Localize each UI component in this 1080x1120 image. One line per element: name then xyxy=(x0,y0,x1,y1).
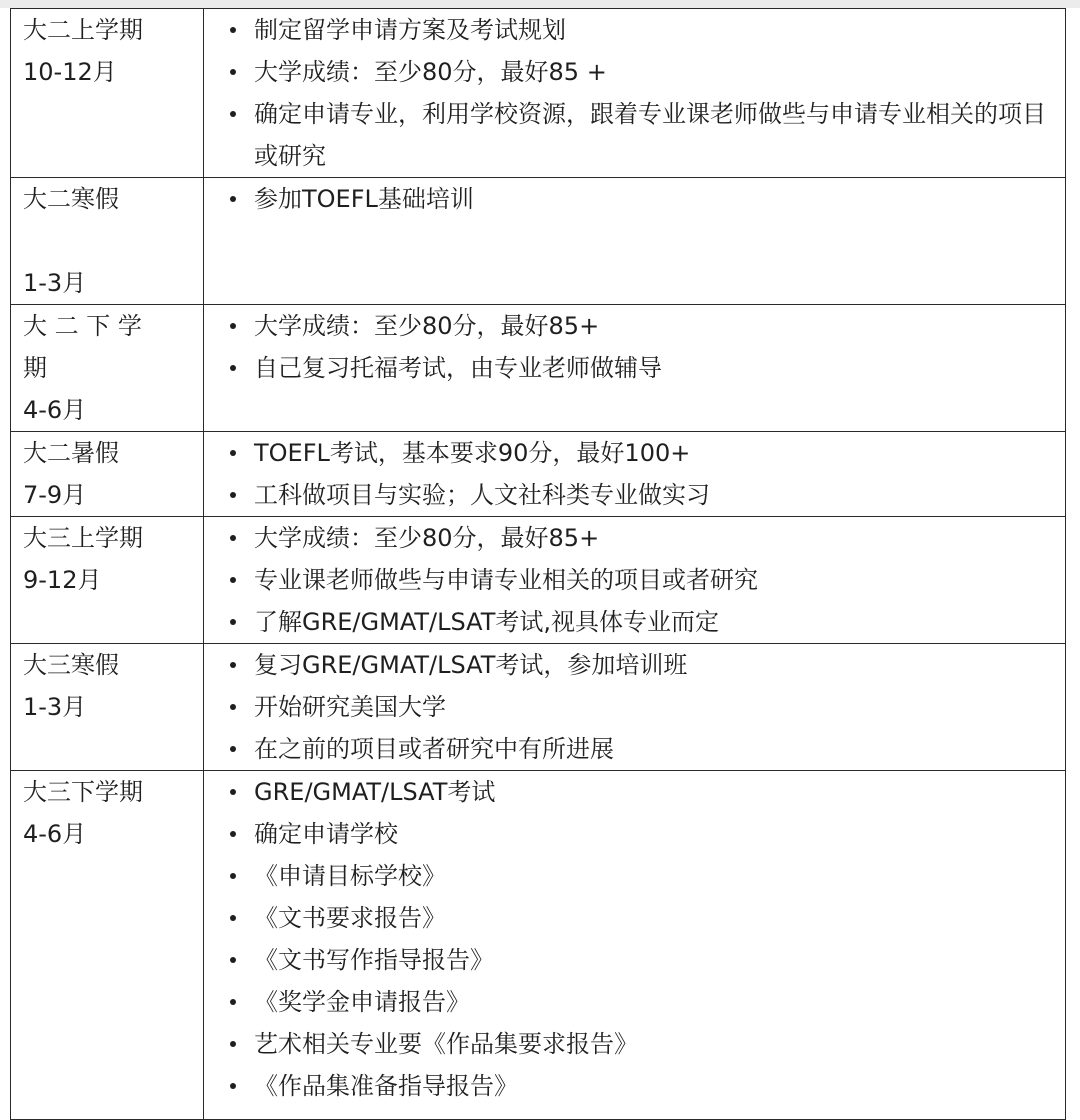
task-list xyxy=(204,517,1065,643)
table-row xyxy=(11,178,1066,305)
list-item: 大学成绩：至少80分，最好85 + xyxy=(254,51,1065,93)
period-label-cont: 期 xyxy=(23,354,47,382)
period-cell xyxy=(11,771,204,1120)
list-item: 《奖学金申请报告》 xyxy=(254,981,1065,1023)
period-months: 4-6月 xyxy=(23,820,87,848)
period-cell xyxy=(11,432,204,517)
tasks-cell xyxy=(204,771,1066,1120)
period-cell xyxy=(11,9,204,178)
period-months: 10-12月 xyxy=(23,58,117,86)
tasks-cell xyxy=(204,644,1066,771)
list-item: 大学成绩：至少80分，最好85+ xyxy=(254,517,1065,559)
period-label: 大二上学期 xyxy=(23,16,143,44)
period-cell xyxy=(11,178,204,305)
tasks-cell xyxy=(204,517,1066,644)
list-item: 参加TOEFL基础培训 xyxy=(254,178,1065,220)
list-item: GRE/GMAT/LSAT考试 xyxy=(254,771,1065,813)
list-item: 《文书要求报告》 xyxy=(254,897,1065,939)
period-label: 大三上学期 xyxy=(23,524,143,552)
table-row xyxy=(11,9,1066,178)
list-item: TOEFL考试，基本要求90分，最好100+ xyxy=(254,432,1065,474)
table-row xyxy=(11,644,1066,771)
list-item: 专业课老师做些与申请专业相关的项目或者研究 xyxy=(254,559,1065,601)
list-item: 《申请目标学校》 xyxy=(254,855,1065,897)
period-months: 4-6月 xyxy=(23,396,87,424)
tasks-cell xyxy=(204,9,1066,178)
list-item: 工科做项目与实验；人文社科类专业做实习 xyxy=(254,474,1065,516)
tasks-cell xyxy=(204,432,1066,517)
period-months: 1-3月 xyxy=(23,693,87,721)
period-cell xyxy=(11,644,204,771)
table-row xyxy=(11,771,1066,1120)
list-item: 制定留学申请方案及考试规划 xyxy=(254,9,1065,51)
period-months: 9-12月 xyxy=(23,566,102,594)
top-shade xyxy=(0,0,1080,8)
period-label: 大 二 下 学 xyxy=(23,312,142,340)
list-item: 复习GRE/GMAT/LSAT考试，参加培训班 xyxy=(254,644,1065,686)
spacer xyxy=(23,220,203,262)
list-item: 《文书写作指导报告》 xyxy=(254,939,1065,981)
period-cell xyxy=(11,305,204,432)
task-list xyxy=(204,771,1065,1107)
task-list xyxy=(204,9,1065,177)
list-item: 《作品集准备指导报告》 xyxy=(254,1065,1065,1107)
list-item: 确定申请学校 xyxy=(254,813,1065,855)
period-cell xyxy=(11,517,204,644)
table-row xyxy=(11,517,1066,644)
list-item: 确定申请专业，利用学校资源，跟着专业课老师做些与申请专业相关的项目或研究 xyxy=(254,93,1065,177)
tasks-cell xyxy=(204,305,1066,432)
task-list xyxy=(204,305,1065,389)
task-list xyxy=(204,644,1065,770)
study-abroad-plan-table xyxy=(10,8,1066,1120)
list-item: 在之前的项目或者研究中有所进展 xyxy=(254,728,1065,770)
table-row xyxy=(11,305,1066,432)
period-label: 大二暑假 xyxy=(23,439,119,467)
period-months: 1-3月 xyxy=(23,269,87,297)
period-label: 大三下学期 xyxy=(23,778,143,806)
period-label: 大三寒假 xyxy=(23,651,119,679)
task-list xyxy=(204,432,1065,516)
tasks-cell xyxy=(204,178,1066,305)
list-item: 自己复习托福考试，由专业老师做辅导 xyxy=(254,347,1065,389)
table-row xyxy=(11,432,1066,517)
list-item: 大学成绩：至少80分，最好85+ xyxy=(254,305,1065,347)
task-list xyxy=(204,178,1065,220)
list-item: 开始研究美国大学 xyxy=(254,686,1065,728)
list-item: 艺术相关专业要《作品集要求报告》 xyxy=(254,1023,1065,1065)
period-label: 大二寒假 xyxy=(23,185,119,213)
period-months: 7-9月 xyxy=(23,481,87,509)
list-item: 了解GRE/GMAT/LSAT考试,视具体专业而定 xyxy=(254,601,1065,643)
